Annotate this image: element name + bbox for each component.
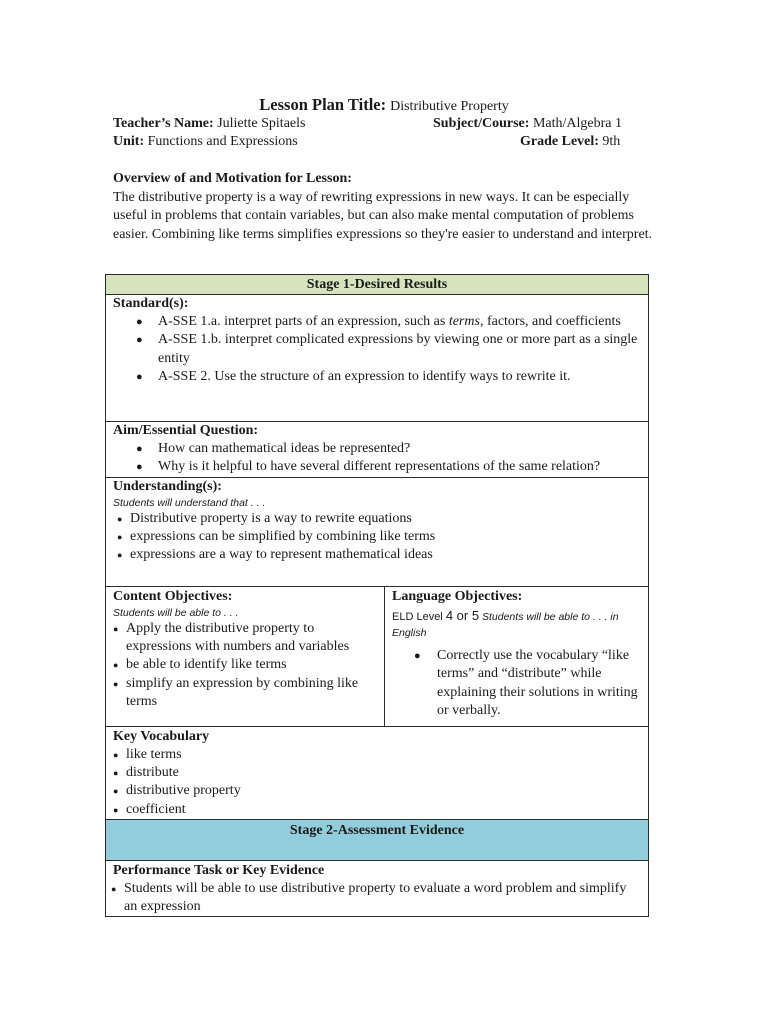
- vocabulary-item: ● coefficient: [126, 801, 641, 819]
- content-objectives-list: [113, 620, 377, 711]
- standard-item-emphasis: terms: [448, 314, 480, 329]
- aim-item: ● How can mathematical ideas be represented?: [158, 440, 641, 458]
- performance-task-list: [113, 880, 641, 916]
- understandings-section: [106, 478, 649, 587]
- unit-value: Functions and Expressions: [147, 134, 298, 149]
- content-objectives-intro: Students will be able to . . .: [113, 607, 239, 619]
- aim-list: [113, 440, 641, 477]
- understandings-heading: Understanding(s):: [113, 479, 222, 494]
- language-objectives-section: [385, 587, 649, 727]
- teacher-label: Teacher’s Name:: [113, 116, 214, 131]
- understanding-item: ● Distributive property is a way to rewrite equations: [130, 510, 641, 528]
- eld-level-b: 5: [471, 608, 480, 623]
- standard-item-post: , factors, and coefficients: [479, 314, 621, 329]
- performance-task-heading: Performance Task or Key Evidence: [113, 863, 325, 878]
- unit: [113, 134, 298, 150]
- teacher-value: Juliette Spitaels: [217, 116, 306, 131]
- title-label: Lesson Plan Title:: [259, 95, 387, 114]
- language-objectives-list: [392, 647, 641, 720]
- vocabulary-item: ● distributive property: [126, 782, 641, 800]
- language-objectives-heading: Language Objectives:: [392, 589, 523, 604]
- grade-value: 9th: [602, 134, 621, 149]
- overview-text: The distributive property is a way of rewriting expressions in new ways. It can be especially useful in problems that contain variables, but can also make mental computation of problems easier. Combining like terms simplifies expressions so they're easier to understand and interpret.: [113, 190, 653, 242]
- lesson-plan-title: [0, 95, 768, 115]
- standards-heading: Standard(s):: [113, 296, 189, 311]
- content-objective-item: ● be able to identify like terms: [126, 656, 377, 674]
- stage2-header: Stage 2-Assessment Evidence: [106, 820, 649, 861]
- key-vocabulary-section: [106, 727, 649, 820]
- grade-level: [520, 134, 620, 150]
- teacher-name: [113, 116, 305, 132]
- aim-section: [106, 422, 649, 478]
- understandings-list: [113, 510, 641, 565]
- key-vocabulary-list: [113, 746, 641, 819]
- eld-intro: Students will be able to . . . in English: [392, 611, 619, 639]
- stage1-header: Stage 1-Desired Results: [106, 275, 649, 295]
- subject-label: Subject/Course:: [433, 116, 530, 131]
- content-objective-item: ● Apply the distributive property to expressions with numbers and variables: [126, 620, 377, 656]
- standard-item-pre: A-SSE 1.a. interpret parts of an expression, such as: [158, 314, 449, 329]
- content-objective-item: ● simplify an expression by combining like terms: [126, 675, 377, 711]
- key-vocabulary-heading: Key Vocabulary: [113, 729, 210, 744]
- subject-course: [433, 116, 622, 132]
- lesson-plan-table: [105, 274, 649, 917]
- standards-list: [113, 313, 641, 386]
- eld-level-a: 4: [445, 608, 454, 623]
- vocabulary-item: ● like terms: [126, 746, 641, 764]
- vocabulary-item: ● distribute: [126, 764, 641, 782]
- eld-or: or: [453, 608, 472, 623]
- subject-value: Math/Algebra 1: [532, 116, 622, 131]
- language-objective-item: ● Correctly use the vocabulary “like terms” and “distribute” while explaining their solutions in writing or verbally.: [437, 647, 641, 720]
- understanding-item: ● expressions are a way to represent mathematical ideas: [130, 546, 641, 564]
- content-objectives-heading: Content Objectives:: [113, 589, 233, 604]
- standards-section: [106, 295, 649, 422]
- unit-label: Unit:: [113, 134, 145, 149]
- standard-item: ● A-SSE 1.b. interpret complicated expressions by viewing one or more part as a single entity: [158, 331, 641, 368]
- understanding-item: ● expressions can be simplified by combining like terms: [130, 528, 641, 546]
- aim-item: ● Why is it helpful to have several different representations of the same relation?: [158, 458, 641, 476]
- eld-level-line: [392, 608, 641, 641]
- standard-item: [158, 313, 641, 331]
- grade-label: Grade Level:: [520, 134, 599, 149]
- understandings-intro: Students will understand that . . .: [113, 497, 266, 509]
- performance-task-section: [106, 861, 649, 917]
- title-value: Distributive Property: [390, 99, 509, 114]
- aim-heading: Aim/Essential Question:: [113, 423, 259, 438]
- performance-task-item: ● Students will be able to use distributive property to evaluate a word problem and simplify an expression: [124, 880, 641, 916]
- standard-item: ● A-SSE 2. Use the structure of an expression to identify ways to rewrite it.: [158, 368, 641, 386]
- eld-prefix: ELD Level: [392, 611, 446, 623]
- overview-heading: Overview of and Motivation for Lesson:: [113, 171, 352, 186]
- content-objectives-section: [106, 587, 385, 727]
